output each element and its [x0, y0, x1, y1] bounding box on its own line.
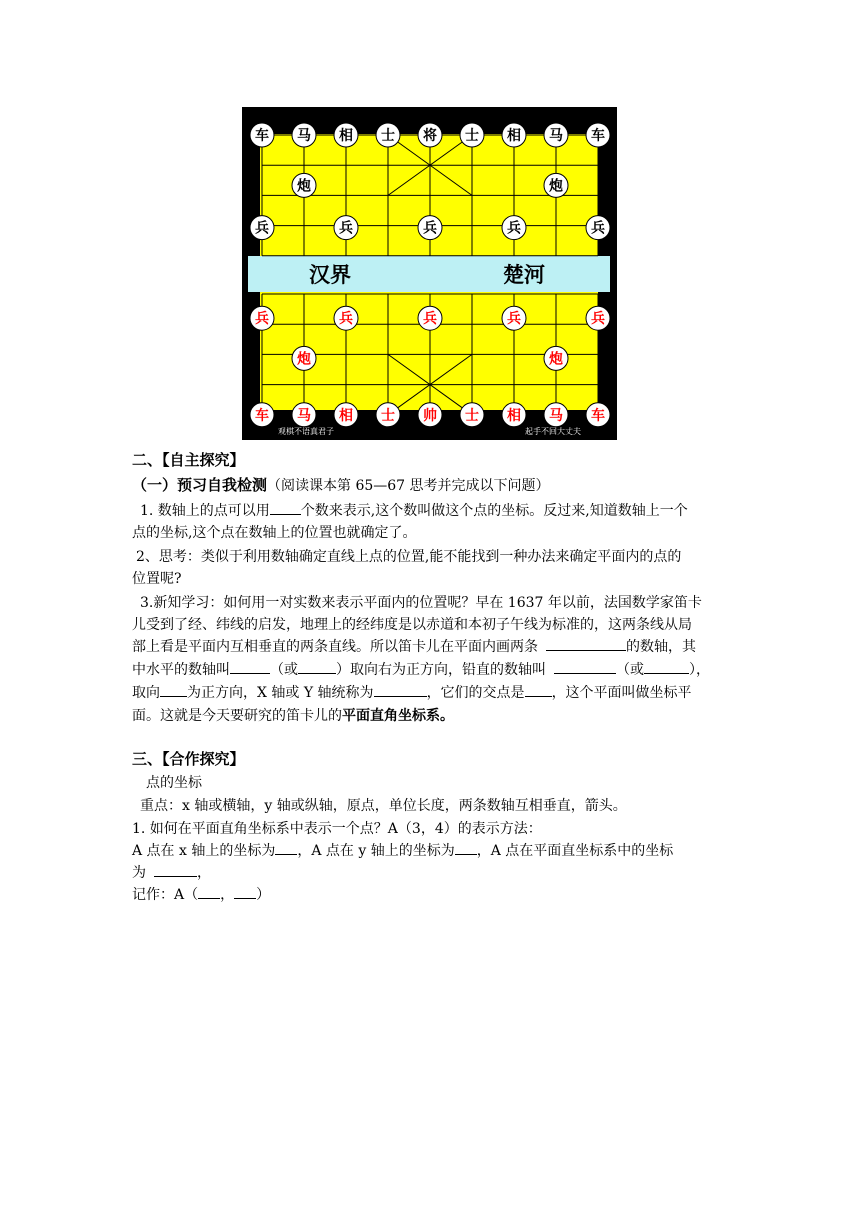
blank — [234, 884, 256, 899]
q3-text-d1: 中水平的数轴叫 — [132, 662, 230, 678]
section3-key: 重点：x 轴或横轴，y 轴或纵轴，原点，单位长度，两条数轴互相垂直，箭头。 — [140, 798, 627, 814]
blank — [546, 636, 626, 651]
red-pawn — [334, 306, 358, 330]
section3-line3 — [132, 862, 211, 882]
piece-label: 马 — [297, 407, 311, 424]
piece-label: 车 — [255, 128, 269, 144]
piece-label: 兵 — [507, 311, 521, 328]
q3-text-f1: 面。这就是今天要研究的笛卡儿的 — [132, 708, 342, 724]
river-left-text: 汉界 — [309, 263, 351, 287]
piece-label: 兵 — [507, 220, 521, 237]
red-pawn — [586, 306, 610, 330]
blank — [298, 659, 336, 674]
s3-text-a: A 点在 x 轴上的坐标为 — [132, 843, 276, 859]
q3-line5 — [132, 682, 692, 702]
s3-text-h: ） — [256, 887, 271, 903]
black-pawn — [418, 216, 442, 240]
section3-heading: 三、【合作探究】 — [132, 750, 245, 768]
piece-label: 车 — [591, 407, 605, 424]
q3-text-e2: 为正方向，X 轴或 Y 轴统称为 — [187, 685, 374, 701]
red-piece — [334, 403, 358, 427]
black-piece — [376, 123, 400, 147]
q3-text-f2: 平面直角坐标系。 — [342, 708, 454, 724]
q3-text-c2: 的数轴，其 — [626, 639, 696, 655]
piece-label: 相 — [339, 128, 353, 144]
blank — [455, 840, 477, 855]
section3-topic: 点的坐标 — [146, 775, 202, 791]
blank — [230, 659, 270, 674]
black-cannon — [292, 173, 316, 197]
black-pawn — [250, 216, 274, 240]
blank — [374, 682, 427, 697]
black-pawn — [502, 216, 526, 240]
red-pawn — [418, 306, 442, 330]
s3-text-b: ，A 点在 y 轴上的坐标为 — [297, 843, 455, 859]
blank — [198, 884, 220, 899]
piece-label: 车 — [591, 128, 605, 144]
red-cannon — [544, 346, 568, 370]
piece-label: 兵 — [423, 220, 437, 237]
section3-q1: 1. 如何在平面直角坐标系中表示一个点？A（3，4）的表示方法： — [132, 821, 542, 837]
q1-text-b: 个数来表示,这个数叫做这个点的坐标。反过来,知道数轴上一个 — [300, 503, 688, 519]
q3-text-d2: （或 — [270, 662, 298, 678]
red-piece — [502, 403, 526, 427]
motto-right: 起手不回大丈夫 — [525, 427, 581, 436]
piece-label: 炮 — [297, 351, 311, 368]
black-piece — [544, 123, 568, 147]
piece-label: 士 — [465, 407, 479, 424]
piece-label: 兵 — [339, 311, 353, 328]
red-piece — [418, 403, 442, 427]
q3-line3 — [132, 636, 696, 656]
blank — [525, 682, 552, 697]
s3-text-c: ，A 点在平面直坐标系中的坐标 — [476, 843, 674, 859]
s3-text-e: ， — [197, 865, 211, 881]
q2-line1: 2、思考：类似于利用数轴确定直线上点的位置,能不能找到一种办法来确定平面内的点的 — [136, 549, 682, 565]
piece-label: 车 — [255, 407, 269, 424]
red-cannon — [292, 346, 316, 370]
q3-text-d5: ）， — [689, 662, 710, 678]
river-band — [248, 256, 610, 292]
black-piece — [586, 123, 610, 147]
red-pawn — [250, 306, 274, 330]
q3-text-c1: 部上看是平面内互相垂直的两条直线。所以笛卡儿在平面内画两条 — [132, 639, 538, 655]
red-piece — [544, 403, 568, 427]
blank — [275, 840, 297, 855]
black-piece — [292, 123, 316, 147]
q1-line1 — [140, 500, 688, 520]
sub-heading-line — [132, 474, 550, 495]
piece-label: 兵 — [255, 311, 269, 328]
piece-label: 将 — [423, 128, 437, 144]
piece-label: 马 — [297, 128, 311, 144]
piece-label: 兵 — [339, 220, 353, 237]
piece-label: 士 — [465, 128, 479, 144]
q3-text-d3: ）取向右为正方向，铅直的数轴叫 — [336, 662, 546, 678]
blank — [270, 500, 301, 515]
q3-text-e1: 取向 — [132, 685, 160, 701]
piece-label: 相 — [507, 128, 521, 144]
black-piece — [502, 123, 526, 147]
red-piece — [250, 403, 274, 427]
q3-line2: 儿受到了经、纬线的启发，地理上的经纬度是以赤道和本初子午线为标准的，这两条线从局 — [132, 617, 692, 633]
piece-label: 兵 — [255, 220, 269, 237]
black-piece — [418, 123, 442, 147]
black-piece — [460, 123, 484, 147]
piece-label: 帅 — [423, 407, 437, 424]
piece-label: 兵 — [423, 311, 437, 328]
black-pawn — [334, 216, 358, 240]
q3-line6 — [132, 705, 454, 725]
q3-text-e4: ，这个平面叫做坐标平 — [551, 685, 692, 701]
motto-left: 观棋不语真君子 — [278, 427, 334, 436]
q3-line1: 3.新知学习：如何用一对实数来表示平面内的位置呢？早在 1637 年以前，法国数学家笛卡 — [140, 595, 702, 611]
piece-label: 相 — [507, 407, 521, 424]
q1-text-a: 1. 数轴上的点可以用 — [140, 503, 270, 519]
red-piece — [460, 403, 484, 427]
river-right-text: 楚河 — [503, 263, 545, 287]
sub-heading: （一）预习自我检测 — [132, 476, 268, 494]
piece-label: 炮 — [549, 178, 563, 195]
s3-text-f: 记作：A（ — [132, 887, 199, 903]
black-piece — [334, 123, 358, 147]
red-piece — [586, 403, 610, 427]
piece-label: 士 — [381, 407, 395, 424]
red-piece — [292, 403, 316, 427]
piece-label: 兵 — [591, 311, 605, 328]
q1-line2: 点的坐标,这个点在数轴上的位置也就确定了。 — [132, 525, 417, 541]
red-piece — [376, 403, 400, 427]
black-pawn — [586, 216, 610, 240]
piece-label: 马 — [549, 128, 563, 144]
section3-line2 — [132, 840, 673, 860]
sub-note: （阅读课本第 65—67 思考并完成以下问题） — [267, 478, 550, 494]
q3-text-d4: （或 — [616, 662, 644, 678]
red-pawn — [502, 306, 526, 330]
q3-line4 — [132, 659, 710, 679]
s3-text-d: 为 — [132, 865, 146, 881]
q2-line2: 位置呢? — [132, 571, 182, 587]
section2-heading: 二、【自主探究】 — [132, 451, 245, 469]
chess-board-figure — [242, 107, 617, 440]
piece-label: 炮 — [549, 351, 563, 368]
blank — [554, 659, 616, 674]
piece-label: 炮 — [297, 178, 311, 195]
blank — [154, 862, 197, 877]
piece-label: 相 — [339, 407, 353, 424]
black-cannon — [544, 173, 568, 197]
piece-label: 马 — [549, 407, 563, 424]
q3-text-e3: ，它们的交点是 — [426, 685, 525, 701]
piece-label: 士 — [381, 128, 395, 144]
section3-line4 — [132, 884, 270, 904]
s3-text-g: ， — [220, 887, 235, 903]
black-piece — [250, 123, 274, 147]
blank — [644, 659, 689, 674]
blank — [160, 682, 187, 697]
piece-label: 兵 — [591, 220, 605, 237]
